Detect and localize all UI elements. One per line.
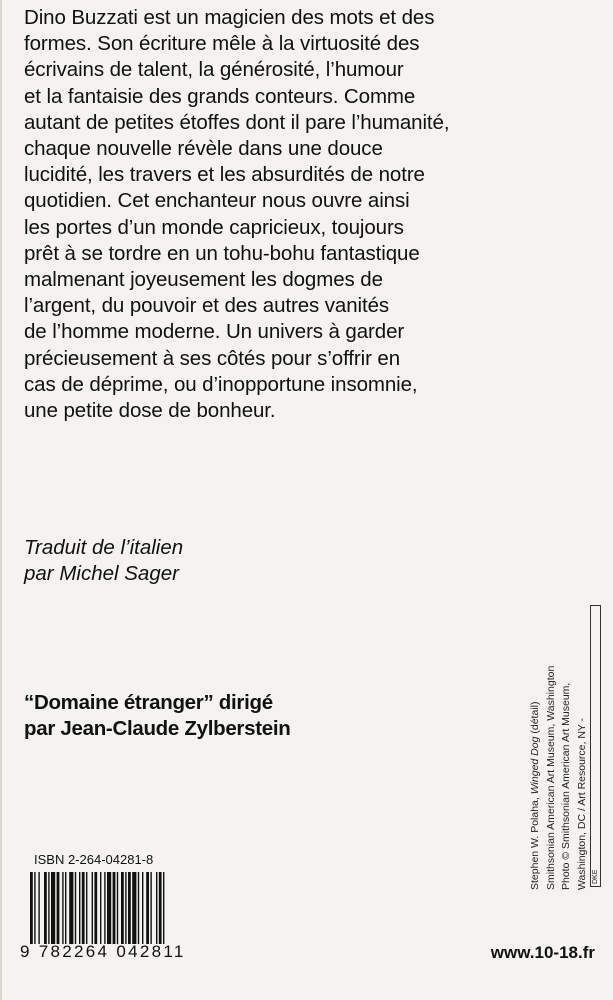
blurb-line: lucidité, les travers et les absurdités de notre [24,163,425,187]
blurb-line: de l’homme moderne. Un univers à garder [24,320,405,344]
blurb-line: les portes d’un monde capricieux, toujours [24,215,404,239]
cover-photo-credit [528,605,600,890]
barcode-icon [30,872,210,944]
barcode-digits: 9 782264 042811 [20,942,186,961]
credit-line-2: Smithsonian American Art Museum, Washington [544,665,557,890]
blurb-line: malmenant joyeusement les dogmes de [24,268,383,292]
blurb-line: précieusement à ses côtés pour s’offrir en [24,346,401,370]
translator-credit [24,535,183,587]
collection-line-1: “Domaine étranger” dirigé [24,691,273,714]
dke-logo: DKE [590,605,601,887]
blurb-line: cas de déprime, ou d’inopportune insomnie, [24,372,418,396]
collection-line-2: par Jean-Claude Zylberstein [24,717,291,740]
blurb-line: formes. Son écriture mêle à la virtuosité des [24,32,420,56]
blurb-line: Dino Buzzati est un magicien des mots et des [24,6,435,29]
blurb-line: écrivains de talent, la générosité, l’humour [24,58,404,82]
blurb-line: autant de petites étoffes dont il pare l’humanité, [24,110,450,134]
blurb-text [24,5,594,424]
credit-line-1: Stephen W. Polaha, Winged Dog (détail) [529,701,541,890]
blurb-line: et la fantaisie des grands conteurs. Comme [24,84,416,108]
collection-credit [24,690,290,742]
blurb-line: quotidien. Cet enchanteur nous ouvre ainsi [24,189,410,213]
isbn-number: ISBN 2-264-04281-8 [34,852,154,867]
blurb-line: une petite dose de bonheur. [24,399,276,423]
blurb-line: chaque nouvelle révèle dans une douce [24,137,383,161]
translator-line-1: Traduit de l’italien [24,536,184,559]
credit-line-3: Photo © Smithsonian American Art Museum, [560,682,573,890]
blurb-line: prêt à se tordre en un tohu-bohu fantastique [24,241,420,265]
translator-line-2: par Michel Sager [24,562,179,585]
publisher-website: www.10-18.fr [490,943,595,962]
credit-line-4: Washington, DC / Art Resource, NY - DKE [575,605,602,890]
blurb-line: l’argent, du pouvoir et des autres vanités [24,294,390,318]
